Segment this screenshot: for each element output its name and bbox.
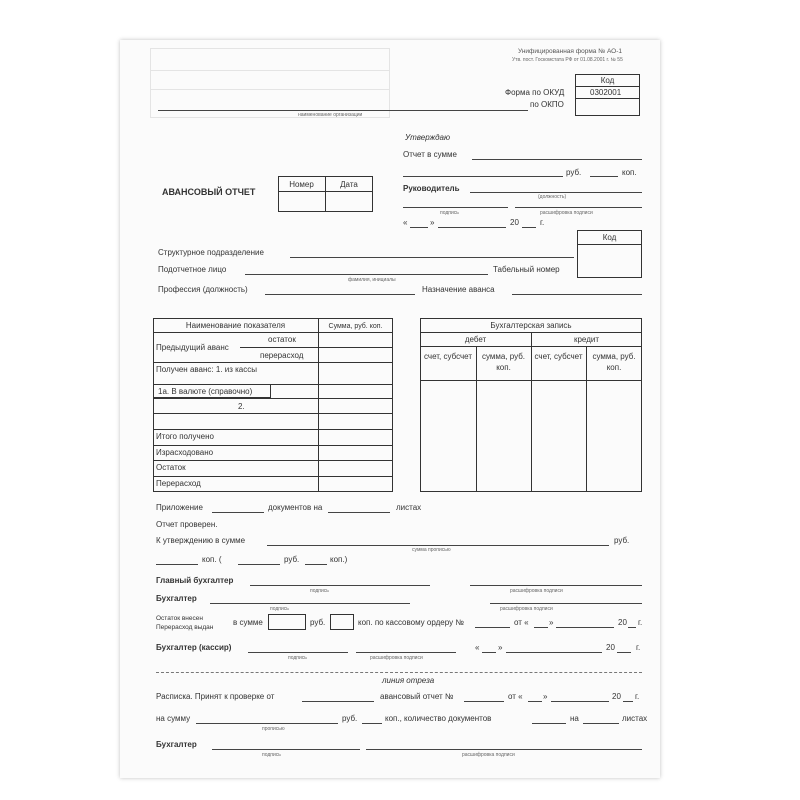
kop-docs-count: коп., количество документов: [385, 714, 492, 723]
code-label: Код: [600, 76, 615, 85]
rub-short-label: руб.: [310, 618, 326, 627]
cashier-signature-caption: подпись: [288, 655, 307, 661]
to-approve-label: К утверждению в сумме: [156, 536, 246, 545]
approve-sum-kop-close: коп.): [330, 555, 348, 564]
report-title: АВАНСОВЫЙ ОТЧЕТ: [162, 187, 256, 197]
debit-label: дебет: [464, 335, 487, 344]
approve-year: 20: [510, 218, 519, 227]
accountant2-decode-caption: расшифровка подписи: [462, 752, 515, 758]
row-total-received: Итого получено: [156, 432, 214, 441]
approve-kop: коп.: [622, 168, 637, 177]
okpo-label: по ОКПО: [530, 100, 564, 109]
receipt-from: от «: [508, 692, 523, 701]
col-indicator-name: Наименование показателя: [185, 321, 286, 330]
receipt-rub: руб.: [342, 714, 358, 723]
row-currency: 1а. В валюте (справочно): [158, 387, 253, 396]
accountant-signature-caption: подпись: [270, 606, 289, 612]
approve-sum-rub2: руб.: [284, 555, 300, 564]
debit-account: счет, субсчет: [424, 352, 472, 361]
form-approval: Утв. пост. Госкомстата РФ от 01.08.2001 г. № 55: [512, 57, 623, 63]
receipt-label: Расписка. Принят к проверке от: [156, 692, 275, 701]
receipt-q-close: »: [543, 692, 548, 701]
position-caption: (должность): [538, 194, 567, 200]
on-label: на: [570, 714, 579, 723]
advance-report-no: авансовый отчет №: [380, 692, 454, 701]
accounting-title: Бухгалтерская запись: [490, 321, 572, 330]
approve-signature-caption: подпись: [440, 210, 459, 216]
overspend-issued: Перерасход выдан: [156, 624, 214, 631]
accountable-label: Подотчетное лицо: [158, 265, 227, 274]
cashier-decode-caption: расшифровка подписи: [370, 655, 423, 661]
purpose-label: Назначение аванса: [422, 285, 495, 294]
approve-sum-rub: руб.: [614, 536, 630, 545]
sum-words-caption: сумма прописью: [412, 547, 451, 553]
in-words-caption: прописью: [262, 726, 285, 732]
number-label: Номер: [289, 180, 314, 189]
row-item2: 2.: [238, 402, 245, 411]
order-year: 20: [618, 618, 627, 627]
cut-line: [156, 672, 642, 673]
fio-caption: фамилия, инициалы: [348, 277, 396, 283]
in-sum-label: в сумме: [233, 618, 263, 627]
accountant2-label: Бухгалтер: [156, 740, 197, 749]
form-sheet: [120, 40, 660, 778]
checked-label: Отчет проверен.: [156, 520, 218, 529]
row-prev-advance: Предыдущий аванс: [156, 343, 229, 352]
cashier-g: г.: [636, 643, 641, 652]
approve-g: г.: [540, 218, 545, 227]
okud-label: Форма по ОКУД: [505, 88, 565, 97]
cashier-label: Бухгалтер (кассир): [156, 643, 232, 652]
approve-title: Утверждаю: [405, 133, 450, 142]
credit-sum: сумма, руб. коп.: [592, 352, 636, 372]
credit-label: кредит: [573, 335, 600, 344]
for-sum-label: на сумму: [156, 714, 191, 723]
attachment-label: Приложение: [156, 503, 203, 512]
debit-sum: сумма, руб. коп.: [481, 352, 526, 372]
approve-rub: руб.: [566, 168, 582, 177]
tab-number-label: Табельный номер: [493, 265, 560, 274]
cash-order-label: коп. по кассовому ордеру №: [358, 618, 464, 627]
row-remainder: Остаток: [156, 463, 186, 472]
row-overrun: Перерасход: [156, 479, 201, 488]
row-received: Получен аванс: 1. из кассы: [156, 365, 257, 374]
receipt-sheets: листах: [622, 714, 648, 723]
date-label: Дата: [340, 180, 358, 189]
order-g: г.: [638, 618, 643, 627]
credit-account: счет, субсчет: [534, 352, 583, 361]
accountant-label: Бухгалтер: [156, 594, 197, 603]
docs-on-label: документов на: [268, 503, 323, 512]
from-q-close: »: [549, 618, 554, 627]
from-label: от «: [514, 618, 529, 627]
cashier-year: 20: [606, 643, 615, 652]
form-name: Унифицированная форма № АО-1: [518, 48, 623, 55]
person-code-label: Код: [602, 233, 617, 242]
row-overspend: перерасход: [260, 351, 304, 360]
chief-accountant-label: Главный бухгалтер: [156, 576, 234, 585]
profession-label: Профессия (должность): [158, 285, 248, 294]
accountant2-signature-caption: подпись: [262, 752, 281, 758]
ghost-table-row: [150, 70, 390, 90]
kop-box: [330, 614, 354, 630]
report-sum-label: Отчет в сумме: [403, 150, 457, 159]
row-balance: остаток: [268, 335, 296, 344]
okud-value: 0302001: [590, 88, 622, 97]
chief-signature-caption: подпись: [310, 588, 329, 594]
chief-decode-caption: расшифровка подписи: [510, 588, 563, 594]
approve-q-open: «: [403, 218, 408, 227]
remainder-deposited: Остаток внесен: [156, 615, 203, 622]
cashier-q-open: «: [475, 643, 480, 652]
cut-line-label: линия отреза: [382, 676, 435, 685]
row-spent: Израсходовано: [156, 448, 214, 457]
structural-label: Структурное подразделение: [158, 248, 264, 257]
accountant-decode-caption: расшифровка подписи: [500, 606, 553, 612]
col-sum: Сумма, руб. коп.: [328, 323, 383, 330]
rub-box: [268, 614, 306, 630]
receipt-g: г.: [635, 692, 640, 701]
director-label: Руководитель: [403, 184, 460, 193]
approve-sum-kop: коп. (: [202, 555, 222, 564]
org-caption: наименование организации: [298, 112, 363, 118]
sheets-label: листах: [396, 503, 422, 512]
approve-q-close: »: [430, 218, 435, 227]
receipt-year: 20: [612, 692, 621, 701]
approve-decode-caption: расшифровка подписи: [540, 210, 593, 216]
cashier-q-close: »: [498, 643, 503, 652]
